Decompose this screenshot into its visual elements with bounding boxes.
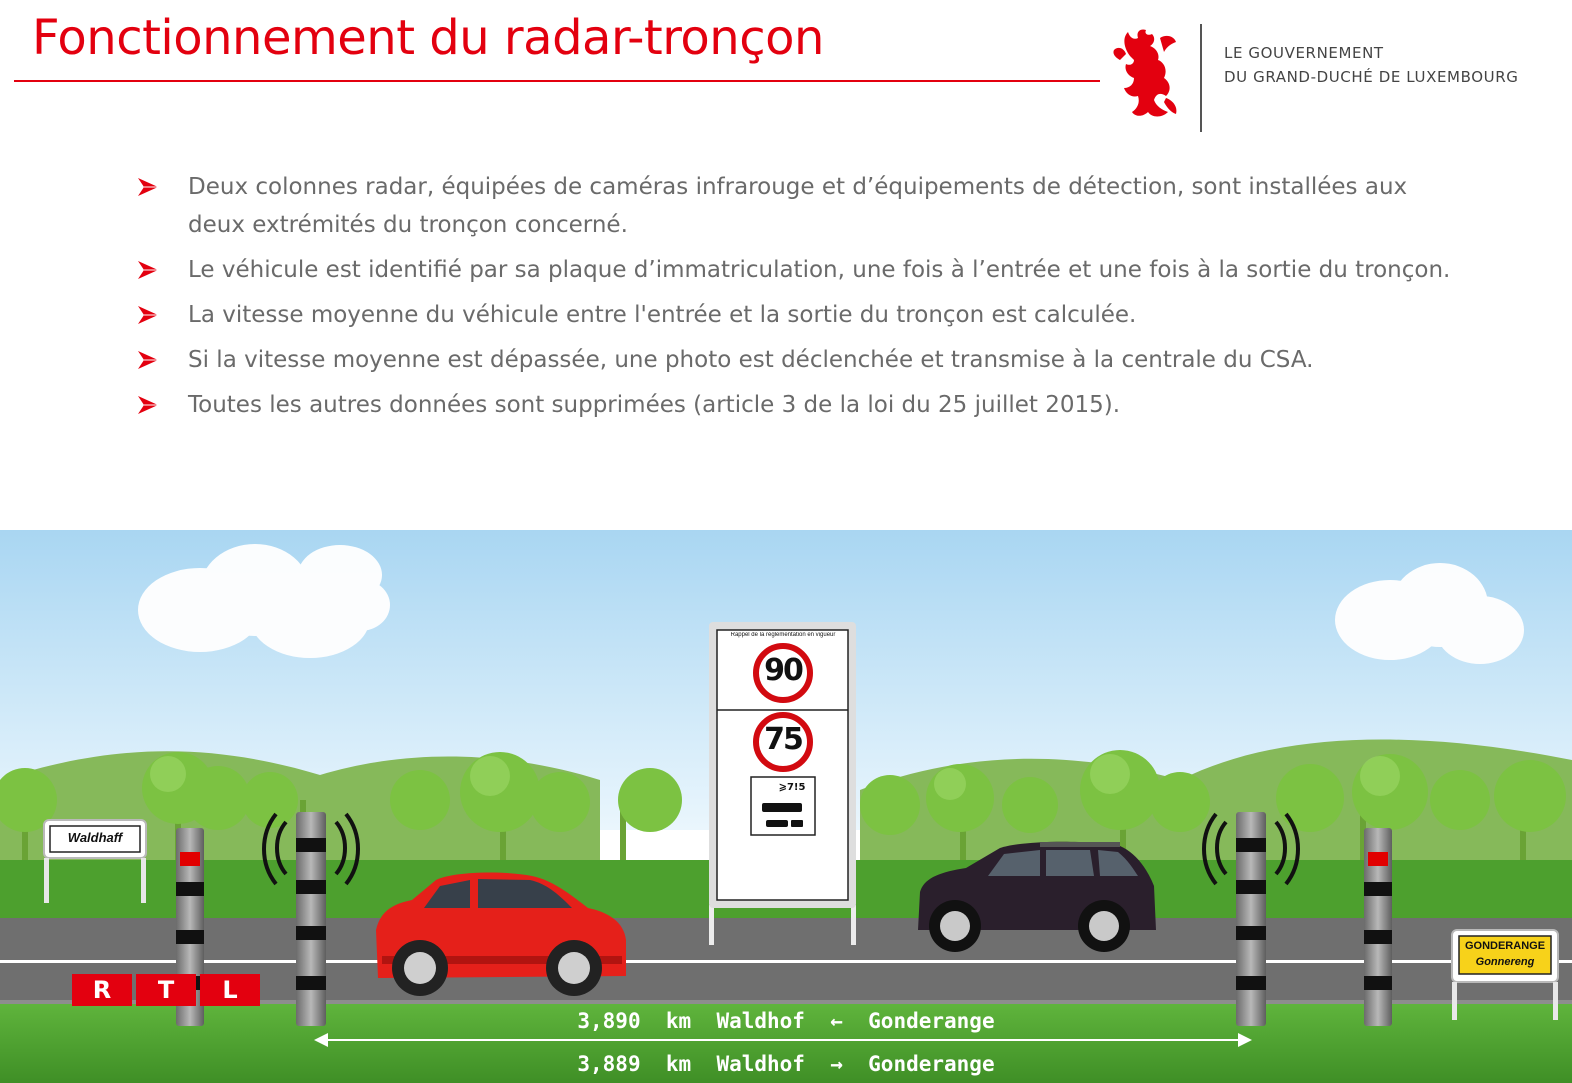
luxembourg-lion-icon	[1110, 26, 1182, 122]
vehicle-weight-label: ⩾7!5	[778, 782, 806, 793]
arrow-bullet-icon	[136, 304, 160, 326]
town-sign-sublabel-right: Gonnereng	[1475, 956, 1535, 968]
bullet-text: La vitesse moyenne du véhicule entre l'entrée et la sortie du tronçon est calculée.	[188, 302, 1137, 328]
government-name-line1: LE GOUVERNEMENT	[1224, 44, 1384, 62]
speed-sign-header: Rappel de la réglementation en vigueur	[730, 632, 836, 638]
distance-label-westbound: 3,890 km Waldhof ← Gonderange	[577, 1009, 995, 1033]
bullet-text: Deux colonnes radar, équipées de caméras infrarouge et d’équipements de détection, sont installées aux deux extrémités du tronçon concerné.	[188, 174, 1408, 238]
radar-column	[1364, 828, 1392, 1026]
bullet-item	[136, 296, 1456, 334]
bullet-text: Toutes les autres données sont supprimées (article 3 de la loi du 25 juillet 2015).	[188, 392, 1121, 418]
bullet-text: Le véhicule est identifié par sa plaque d’immatriculation, une fois à l’entrée et une fois à la sortie du tronçon.	[188, 257, 1451, 283]
rtl-logo-letter: R	[72, 974, 132, 1006]
bullet-text: Si la vitesse moyenne est dépassée, une photo est déclenchée et transmise à la centrale du CSA.	[188, 347, 1314, 373]
government-divider	[1200, 24, 1202, 132]
arrow-bullet-icon	[136, 349, 160, 371]
government-name-line2: DU GRAND-DUCHÉ DE LUXEMBOURG	[1224, 68, 1519, 86]
bullet-item	[136, 341, 1456, 379]
bullet-item	[136, 386, 1456, 424]
speed-limit-90: 90	[764, 653, 802, 688]
rtl-logo-letter: L	[200, 974, 260, 1006]
rtl-logo	[72, 974, 260, 1006]
bullet-list	[136, 168, 1456, 431]
arrow-bullet-icon	[136, 176, 160, 198]
distance-label-eastbound: 3,889 km Waldhof → Gonderange	[577, 1052, 995, 1076]
bullet-item	[136, 251, 1456, 289]
bullet-item	[136, 168, 1456, 244]
speed-limit-75: 75	[764, 722, 802, 757]
road-marking	[0, 960, 1572, 963]
arrow-bullet-icon	[136, 394, 160, 416]
arrow-bullet-icon	[136, 259, 160, 281]
title-underline	[14, 80, 1100, 82]
town-sign-label-right: GONDERANGE	[1464, 940, 1546, 952]
page-title: Fonctionnement du radar-tronçon	[32, 10, 824, 66]
rtl-logo-letter: T	[136, 974, 196, 1006]
town-sign-label-left: Waldhaff	[67, 830, 123, 845]
